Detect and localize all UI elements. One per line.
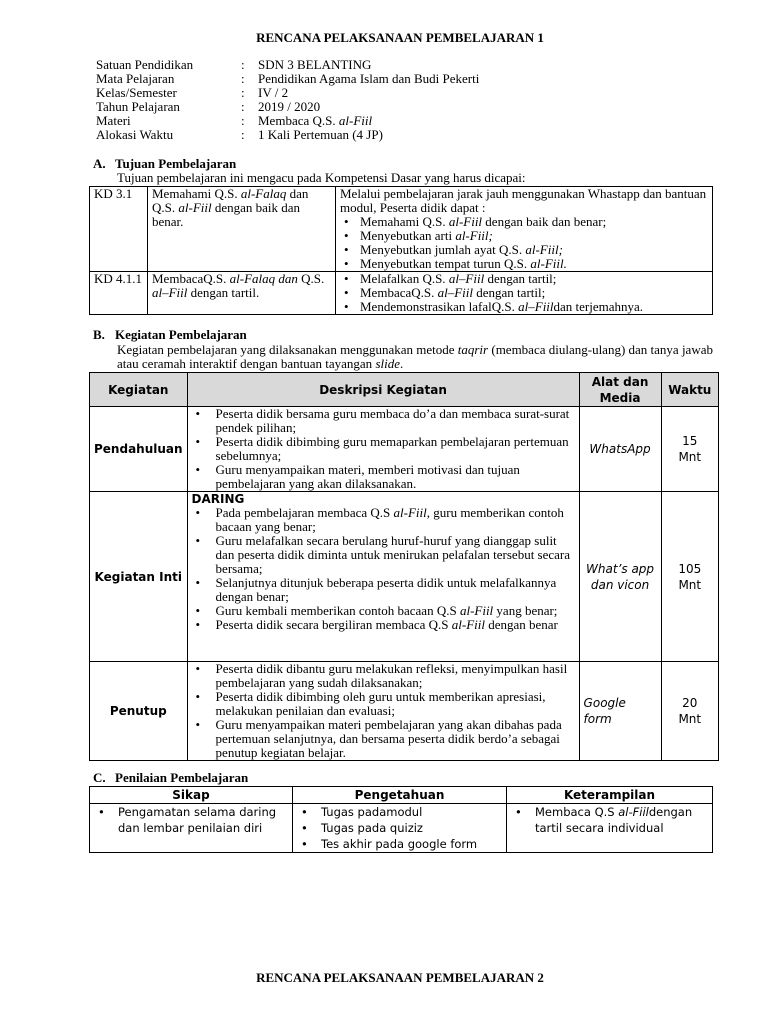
list-item: • Menyebutkan arti al-Fiil; xyxy=(360,229,708,243)
identity-colon: : xyxy=(241,127,245,142)
activity-time: 15 Mnt xyxy=(661,407,718,492)
assessment-keterampilan xyxy=(507,804,713,853)
table-row xyxy=(90,407,719,492)
table-header-row xyxy=(90,787,713,804)
list-item: • Guru menyampaikan materi, memberi motivasi dan tujuan pembelajaran yang akan dilaksanakan. xyxy=(216,463,575,491)
table-row xyxy=(90,272,713,315)
identity-colon: : xyxy=(241,85,245,100)
list-item: • Menyebutkan tempat turun Q.S. al-Fiil. xyxy=(360,257,708,271)
identity-label: Tahun Pelajaran xyxy=(96,99,180,114)
list-item: • Melafalkan Q.S. al–Fiil dengan tartil; xyxy=(360,272,708,286)
kd-code: KD 4.1.1 xyxy=(90,272,148,315)
identity-value: SDN 3 BELANTING xyxy=(258,57,372,72)
list-item: • Peserta didik dibantu guru melakukan refleksi, menyimpulkan hasil pembelajaran yang sudah dilaksanakan; xyxy=(216,662,575,690)
list-item: • Guru kembali memberikan contoh bacaan Q.S al-Fiil yang benar; xyxy=(216,604,575,618)
identity-colon: : xyxy=(241,99,245,114)
assessment-table xyxy=(89,786,713,853)
section-a-intro: Tujuan pembelajaran ini mengacu pada Kompetensi Dasar yang harus dicapai: xyxy=(117,170,526,185)
kd-objectives xyxy=(336,272,713,315)
activity-tool: Google form xyxy=(579,662,661,761)
list-item: • Tugas pada quiziz xyxy=(321,820,502,836)
kd-table xyxy=(89,186,713,315)
header-waktu: Waktu xyxy=(661,373,718,407)
identity-value: Pendidikan Agama Islam dan Budi Pekerti xyxy=(258,71,480,86)
table-row xyxy=(90,662,719,761)
assessment-pengetahuan xyxy=(293,804,507,853)
section-b-intro: Kegiatan pembelajaran yang dilaksanakan menggunakan metode taqrir (membaca diulang-ulang) dan tanya jawab atau ceramah interaktif dengan bantuan tayangan slide. xyxy=(117,342,713,371)
section-c-heading: C. Penilaian Pembelajaran xyxy=(93,770,249,785)
activity-description xyxy=(187,662,579,761)
header-keterampilan: Keterampilan xyxy=(507,787,713,804)
list-item: • Pengamatan selama daring dan lembar penilaian diri xyxy=(118,804,288,836)
document-title: RENCANA PELAKSANAAN PEMBELAJARAN 1 xyxy=(256,30,544,45)
section-a-heading: A. Tujuan Pembelajaran xyxy=(93,156,237,171)
header-sikap: Sikap xyxy=(90,787,293,804)
list-item: • Peserta didik secara bergiliran membaca Q.S al-Fiil dengan benar xyxy=(216,618,575,632)
identity-colon: : xyxy=(241,57,245,72)
identity-label: Kelas/Semester xyxy=(96,85,177,100)
activity-time: 20 Mnt xyxy=(661,662,718,761)
list-item: • MembacaQ.S. al–Fiil dengan tartil; xyxy=(360,286,708,300)
header-alat: Alat dan Media xyxy=(579,373,661,407)
list-item: • Peserta didik dibimbing oleh guru untuk memberikan apresiasi, melakukan penilaian dan evaluasi; xyxy=(216,690,575,718)
kd-objectives xyxy=(336,187,713,272)
activity-subhead: DARING xyxy=(191,492,245,506)
identity-colon: : xyxy=(241,113,245,128)
next-document-title: RENCANA PELAKSANAAN PEMBELAJARAN 2 xyxy=(256,970,544,985)
header-pengetahuan: Pengetahuan xyxy=(293,787,507,804)
table-row xyxy=(90,492,719,662)
list-item: • Guru menyampaikan materi pembelajaran yang akan dibahas pada pertemuan selanjutnya, dan bersama peserta didik berdo’a sebagai penutup kegiatan belajar. xyxy=(216,718,575,760)
activity-description xyxy=(187,492,579,662)
list-item: • Peserta didik dibimbing guru memaparkan pembelajaran pertemuan sebelumnya; xyxy=(216,435,575,463)
activity-name: Kegiatan Inti xyxy=(90,492,188,662)
header-kegiatan: Kegiatan xyxy=(90,373,188,407)
activity-tool: WhatsApp xyxy=(579,407,661,492)
activity-description xyxy=(187,407,579,492)
activity-tool: What’s app dan vicon xyxy=(579,492,661,662)
list-item: • Selanjutnya ditunjuk beberapa peserta didik untuk melafalkannya dengan benar; xyxy=(216,576,575,604)
list-item: • Peserta didik bersama guru membaca do’a dan membaca surat-surat pendek pilihan; xyxy=(216,407,575,435)
kd-objectives-list xyxy=(340,272,708,314)
kd-code: KD 3.1 xyxy=(90,187,148,272)
identity-value: Membaca Q.S. al-Fiil xyxy=(258,113,373,128)
kd-description: MembacaQ.S. al-Falaq dan Q.S. al–Fiil dengan tartil. xyxy=(148,272,336,315)
identity-value: 1 Kali Pertemuan (4 JP) xyxy=(258,127,383,142)
activities-table xyxy=(89,372,719,761)
identity-label: Materi xyxy=(96,113,131,128)
list-item: • Pada pembelajaran membaca Q.S al-Fiil, guru memberikan contoh bacaan yang benar; xyxy=(216,506,575,534)
header-deskripsi: Deskripsi Kegiatan xyxy=(187,373,579,407)
activity-name: Penutup xyxy=(90,662,188,761)
list-item: • Membaca Q.S al-Fiildengan tartil secara individual xyxy=(535,804,708,836)
list-item: • Mendemonstrasikan lafalQ.S. al–Fiildan terjemahnya. xyxy=(360,300,708,314)
list-item: • Guru melafalkan secara berulang huruf-huruf yang dianggap sulit dan peserta didik diminta untuk menirukan pelafalan tersebut secara bersama; xyxy=(216,534,575,576)
kd-objectives-list xyxy=(340,215,708,271)
list-item: • Tugas padamodul xyxy=(321,804,502,820)
section-b-heading: B. Kegiatan Pembelajaran xyxy=(93,327,247,342)
identity-label: Satuan Pendidikan xyxy=(96,57,194,72)
identity-value: IV / 2 xyxy=(258,85,289,100)
list-item: • Menyebutkan jumlah ayat Q.S. al-Fiil; xyxy=(360,243,708,257)
activity-name: Pendahuluan xyxy=(90,407,188,492)
assessment-sikap xyxy=(90,804,293,853)
identity-value: 2019 / 2020 xyxy=(258,99,321,114)
table-header-row xyxy=(90,373,719,407)
list-item: • Memahami Q.S. al-Fiil dengan baik dan benar; xyxy=(360,215,708,229)
activity-time: 105 Mnt xyxy=(661,492,718,662)
list-item: • Tes akhir pada google form xyxy=(321,836,502,852)
identity-label: Mata Pelajaran xyxy=(96,71,175,86)
kd-description: Memahami Q.S. al-Falaq dan Q.S. al-Fiil dengan baik dan benar. xyxy=(148,187,336,272)
identity-label: Alokasi Waktu xyxy=(96,127,174,142)
kd-objectives-intro: Melalui pembelajaran jarak jauh menggunakan Whastapp dan bantuan modul, Peserta didik dapat : xyxy=(340,186,707,215)
identity-colon: : xyxy=(241,71,245,86)
table-row xyxy=(90,187,713,272)
table-row xyxy=(90,804,713,853)
